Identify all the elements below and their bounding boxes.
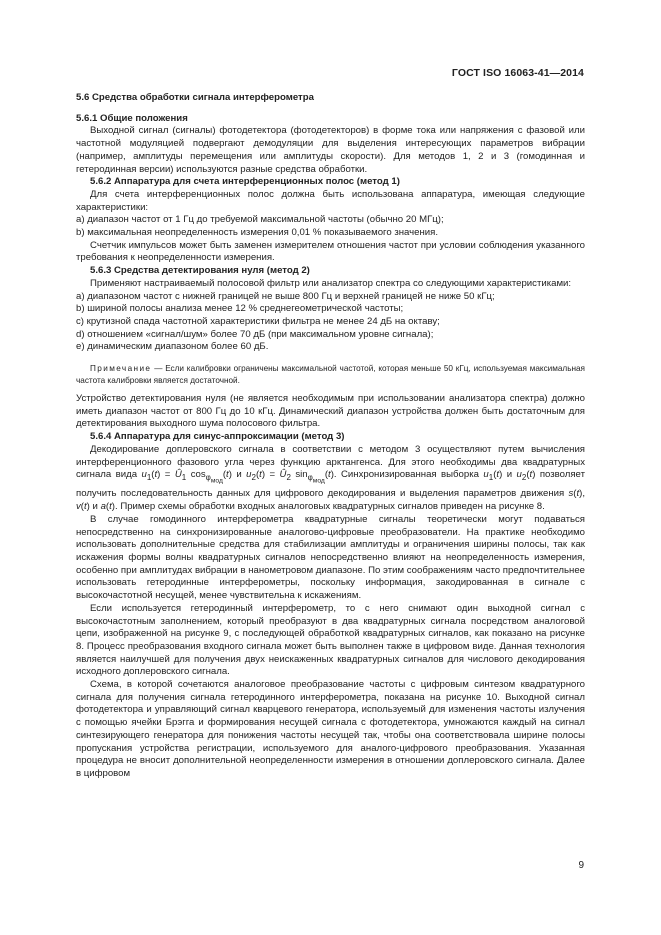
subsection-5-6-1-title: 5.6.1 Общие положения [76, 112, 188, 124]
formula-u1: $u_1(t)$ [483, 469, 503, 483]
paragraph: В случае гомодинного интерферометра квадратурные сигналы теоретически могут подаваться непосредственно на синхронизированные аналогово-цифровые преобразователи. На практике необходимо использовать дополнительные средства для стабилизации амплитуды и ограничения ширины полосы, так как искажения формы волны квадратурных сигналов непосредственно влияют на неопределенность измерения, особенно при амплитудах вибрации в нанометровом диапазоне. По этим соображениям часто предпочтительнее использовать гетеродинные интерферометры, поскольку информация, закодированная в сигнале с высокочастотной несущей, менее чувствительна к искажениям. [76, 513, 585, 602]
paragraph: Если используется гетеродинный интерферометр, то с него снимают один выходной сигнал с высокочастотным заполнением, который преобразуют в два квадратурных сигнала посредством аналоговой цепи, изображенной на рисунке 9, с последующей обработкой квадратурных сигналов, как показано на рисунке 8. Процесс преобразования входного сигнала может быть выполнен также в цифровом виде. Данная технология является наилучшей для получения двух неискаженных квадратурных сигналов для числового декодирования исходного доплеровского сигнала. [76, 602, 585, 678]
paragraph-with-formulas: Декодирование доплеровского сигнала в соответствии с методом 3 осуществляют путем вычисления интерференционного фазового угла через функцию арктангенса. Для этого необходимы два квадратурных сигнала вида $u_1(t)$ = $Û_1$ $\cos_{\varphi_{мод}}(t)$ и $u_2(t)$ = $Û_2$ $\sin_{\varphi_{мод}}(t)$. Синхронизированная выборка $u_1(t)$ и $u_2(t)$ позволяет получить последовательность данных для цифрового декодирования и выделения параметров движения s(t), v(t) и a(t). Пример схемы обработки входных аналоговых квадратурных сигналов приведен на рисунке 8. [76, 443, 585, 513]
list-item: e) динамическим диапазоном более 60 дБ. [76, 341, 269, 353]
list-item: a) диапазоном частот с нижней границей не выше 800 Гц и верхней границей не ниже 50 кГц; [76, 290, 495, 302]
subsection-5-6-4-title: 5.6.4 Аппаратура для синус-аппроксимации (метод 3) [90, 431, 345, 443]
note-text: — Если калибровки ограничены максимальной частотой, которая меньше 50 кГц, используемая максимальная частота калибровки является достаточной. [76, 364, 585, 385]
formula-motion-params: s(t), v(t) и a(t) [76, 488, 585, 513]
subsection-5-6-2-title: 5.6.2 Аппаратура для счета интерференционных полос (метод 1) [90, 176, 400, 188]
page-number: 9 [578, 860, 584, 871]
paragraph: Схема, в которой сочетаются аналоговое преобразование частоты с цифровым синтезом квадратурного сигнала для получения сигнала гетеродинного интерферометра, показана на рисунке 10. Выходной сигнал фотодетектора и управляющий сигнал кварцевого генератора, используемый для изменения частоты излучения с помощью ячейки Брэгга и формирования несущей сигнала с фотодетектора, умножаются каждый на сигнал синтезирующего генератора для понижения частоты несущей так, чтобы она соответствовала ширине полосы пропускания устройства регистрации, используемого для аналого-цифрового преобразования. Указанная процедура не вносит дополнительной неопределенности измерения в отношении доплеровского сигнала. Далее в цифровом [76, 679, 585, 779]
formula-quadrature-signals: $u_1(t)$ = $Û_1$ $\cos_{\varphi_{мод}}(t)$ и $u_2(t)$ = $Û_2$ $\sin_{\varphi_{мод}}(t)$. [141, 469, 337, 485]
list-item: а) диапазон частот от 1 Гц до требуемой максимальной частоты (обычно 20 МГц); [76, 214, 444, 226]
note [76, 363, 585, 386]
note-label: Примечание [90, 364, 152, 374]
document-code: ГОСТ ISO 16063-41—2014 [451, 67, 584, 79]
document-body [76, 92, 585, 781]
formula-u2: $u_2(t)$ [516, 469, 536, 483]
list-item: b) максимальная неопределенность измерения 0,01 % показываемого значения. [76, 227, 438, 239]
subsection-5-6-3-title: 5.6.3 Средства детектирования нуля (метод 2) [90, 265, 310, 277]
list-item: d) отношением «сигнал/шум» более 70 дБ (при максимальном уровне сигнала); [76, 328, 434, 340]
list-item: c) крутизной спада частотной характеристики фильтра не менее 24 дБ на октаву; [76, 315, 440, 327]
list-item: b) шириной полосы анализа менее 12 % среднегеометрической частоты; [76, 303, 404, 315]
paragraph: Для счета интерференционных полос должна быть использована аппаратура, имеющая следующие характеристики: [76, 188, 585, 213]
paragraph: Счетчик импульсов может быть заменен измерителем отношения частот при условии соблюдения указанного требования к неопределенности измерения. [76, 239, 585, 264]
section-title: 5.6 Средства обработки сигнала интерферометра [76, 92, 314, 103]
paragraph: Устройство детектирования нуля (не является необходимым при использовании анализатора спектра) должно иметь диапазон частот от 800 Гц до 10 кГц. Динамический диапазон устройства должен быть достаточным для детектирования выходного шума полосового фильтра. [76, 393, 585, 430]
paragraph: Применяют настраиваемый полосовой фильтр или анализатор спектра со следующими характеристиками: [90, 277, 572, 289]
paragraph: Выходной сигнал (сигналы) фотодетектора (фотодетекторов) в форме тока или напряжения с фазовой или частотной модуляцией подвергают демодуляции для выделения интересующих параметров вибрации (например, амплитуды перемещения или амплитуды скорости). Для методов 1, 2 и 3 (гомодинная и гетеродинная версии) используются разные средства обработки. [76, 125, 585, 175]
